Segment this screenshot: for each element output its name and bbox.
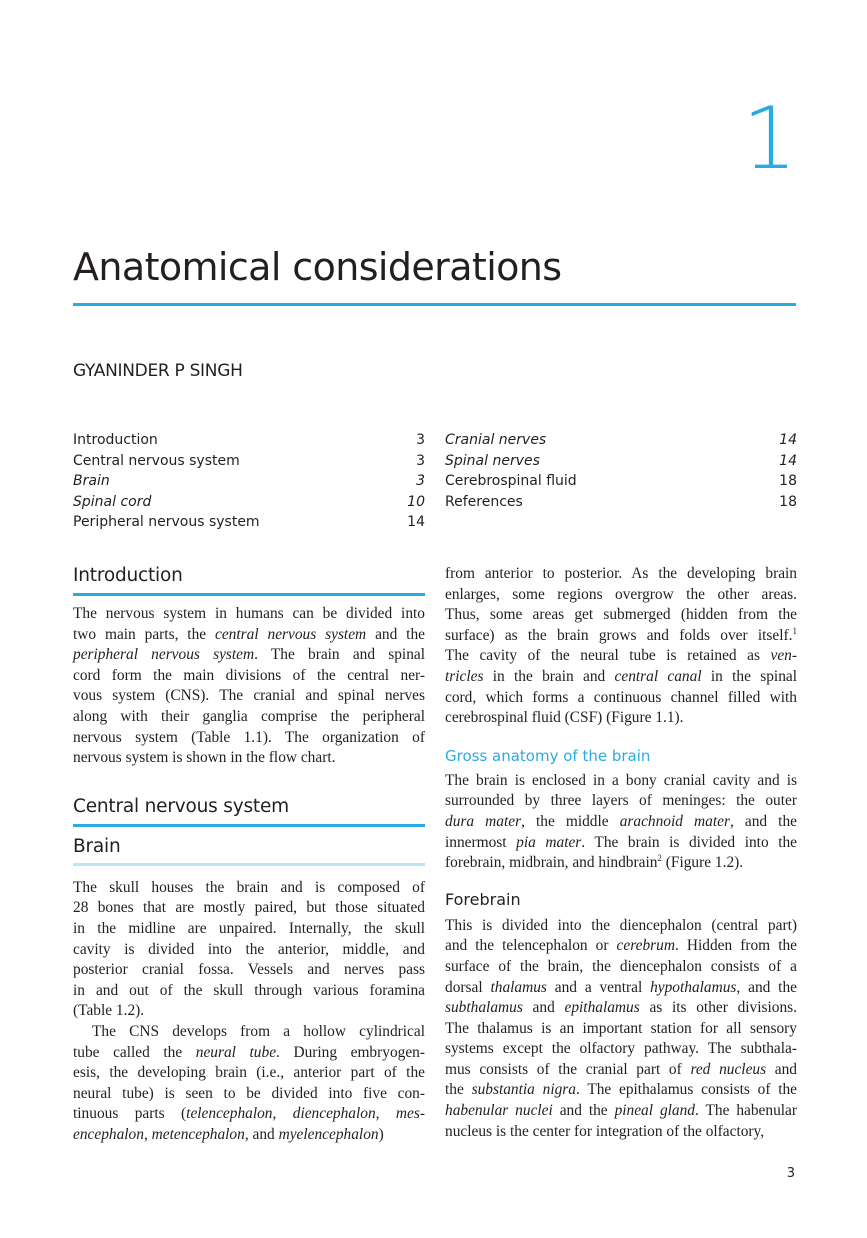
text-line: cavity is divided into the anterior, middle, and [73, 940, 425, 958]
heading-gross-anatomy: Gross anatomy of the brain [445, 746, 651, 765]
toc-entry-label: Cranial nerves [445, 432, 547, 448]
text-line: surrounded by three layers of meninges: the outer [445, 792, 797, 810]
heading-brain: Brain [73, 835, 121, 857]
text-line: from anterior to posterior. As the developing brain [445, 565, 797, 582]
toc-entry-label: Brain [73, 473, 110, 489]
toc-entry-page: 10 [407, 493, 425, 510]
text-line: The thalamus is an important station for all sensory [445, 1019, 797, 1037]
text-line: dura mater, the middle arachnoid mater, and the [445, 812, 797, 830]
toc-entry [445, 492, 797, 513]
text-line: The brain is enclosed in a bony cranial cavity and is [445, 771, 797, 789]
text-line: subthalamus and epithalamus as its other divisions. [445, 999, 798, 1017]
text-line: cord, which forms a continuous channel filled with [445, 688, 797, 706]
heading-rule [73, 824, 425, 827]
text-line: the substantia nigra. The epithalamus consists of the [445, 1081, 798, 1099]
text-line: This is divided into the diencephalon (central part) [445, 916, 797, 934]
text-line: The skull houses the brain and is composed of [73, 878, 425, 896]
text-line: nervous system (Table 1.1). The organization of [73, 728, 425, 746]
text-line: encephalon, metencephalon, and myelencephalon) [73, 1125, 384, 1143]
intro-paragraph [73, 604, 425, 769]
toc-right [445, 430, 797, 512]
text-line: systems except the olfactory pathway. The subthala- [445, 1040, 797, 1058]
toc-entry [73, 471, 425, 492]
text-line: along with their ganglia comprise the peripheral [73, 707, 425, 725]
toc-entry [73, 430, 425, 451]
text-line: cord form the main divisions of the central ner- [73, 666, 425, 684]
toc-entry [445, 430, 797, 451]
toc-left [73, 430, 425, 533]
left-column [73, 560, 425, 1145]
text-line: habenular nuclei and the pineal gland. The habenular [445, 1102, 797, 1120]
text-line: neural tube) is seen to be divided into five con- [73, 1084, 425, 1102]
text-line: tube called the neural tube. During embryogen- [73, 1043, 425, 1061]
text-line: two main parts, the central nervous system and the [73, 625, 425, 643]
page-number: 3 [786, 1166, 795, 1181]
toc-entry [73, 492, 425, 513]
text-line: nervous system is shown in the flow chart. [73, 749, 336, 767]
text-line: and the telencephalon or cerebrum. Hidden from the [445, 937, 798, 955]
continued-paragraph [445, 564, 797, 729]
toc-entry-page: 14 [779, 432, 797, 448]
text-line: dorsal thalamus and a ventral hypothalamus, and the [445, 978, 797, 996]
text-line: tinuous parts (telencephalon, diencephalon, mes- [73, 1105, 425, 1123]
chapter-title: Anatomical considerations [73, 245, 562, 289]
heading-introduction: Introduction [73, 565, 183, 586]
text-line: peripheral nervous system. The brain and spinal [73, 646, 425, 664]
text-line: in the midline are unpaired. Internally, the skull [73, 919, 425, 937]
toc-entry [73, 512, 425, 533]
chapter-number: 1 [742, 89, 795, 189]
toc-entry-label: Central nervous system [73, 452, 240, 469]
text-line: posterior cranial fossa. Vessels and nerves pass [73, 961, 425, 979]
text-line: enlarges, some regions overgrow the other areas. [445, 585, 797, 603]
text-line: in and out of the skull through various foramina [73, 981, 425, 999]
toc-entry-page: 3 [416, 473, 425, 489]
text-line: The cavity of the neural tube is retained as ven- [445, 647, 797, 665]
text-line: innermost pia mater. The brain is divided into the [445, 833, 798, 851]
text-line: vous system (CNS). The cranial and spinal nerves [73, 687, 425, 705]
toc-entry-label: Peripheral nervous system [73, 514, 260, 530]
text-line: mus consists of the cranial part of red nucleus and [445, 1060, 798, 1078]
chapter-author: GYANINDER P SINGH [73, 361, 243, 381]
toc-entry-page: 14 [407, 514, 425, 530]
text-line: surface) as the brain grows and folds over itself.$^1$ [445, 625, 797, 644]
title-rule [73, 303, 796, 306]
toc-entry-page: 3 [416, 432, 425, 448]
toc-entry [73, 451, 425, 472]
text-line: cerebrospinal fluid (CSF) (Figure 1.1). [445, 709, 684, 727]
text-line: surface of the brain, the diencephalon consists of a [445, 957, 797, 975]
toc-entry-label: Spinal cord [73, 493, 152, 510]
text-line: nucleus is the center for integration of the olfactory, [445, 1122, 765, 1140]
gross-anatomy-paragraph [445, 771, 797, 874]
text-line: tricles in the brain and central canal in the spinal [445, 667, 797, 685]
text-line: (Table 1.2). [73, 1002, 145, 1020]
right-column [445, 560, 797, 1142]
heading-forebrain: Forebrain [445, 889, 521, 909]
brain-paragraph-2 [73, 1022, 425, 1146]
toc-entry-page: 14 [779, 452, 797, 469]
text-line: esis, the developing brain (i.e., anterior part of the [73, 1064, 425, 1082]
toc-entry-page: 3 [416, 452, 425, 469]
text-line: forebrain, midbrain, and hindbrain$^2$ (Figure 1.2). [445, 853, 744, 872]
text-line: Thus, some areas get submerged (hidden from the [445, 606, 797, 624]
heading-rule [73, 863, 425, 866]
toc-entry-label: References [445, 493, 523, 510]
forebrain-paragraph [445, 916, 797, 1143]
text-line: 28 bones that are mostly paired, but those situated [73, 899, 425, 917]
heading-central-nervous-system: Central nervous system [73, 795, 289, 817]
toc-entry-label: Cerebrospinal fluid [445, 473, 577, 489]
toc-entry-label: Spinal nerves [445, 452, 540, 469]
toc-entry-page: 18 [779, 473, 797, 489]
toc-entry-page: 18 [779, 493, 797, 510]
text-line: The CNS develops from a hollow cylindrical [92, 1022, 425, 1040]
toc-entry [445, 471, 797, 492]
heading-rule [73, 593, 425, 596]
toc-entry-label: Introduction [73, 432, 158, 448]
text-line: The nervous system in humans can be divided into [73, 605, 425, 622]
brain-paragraph-1 [73, 878, 425, 1022]
toc-entry [445, 451, 797, 472]
